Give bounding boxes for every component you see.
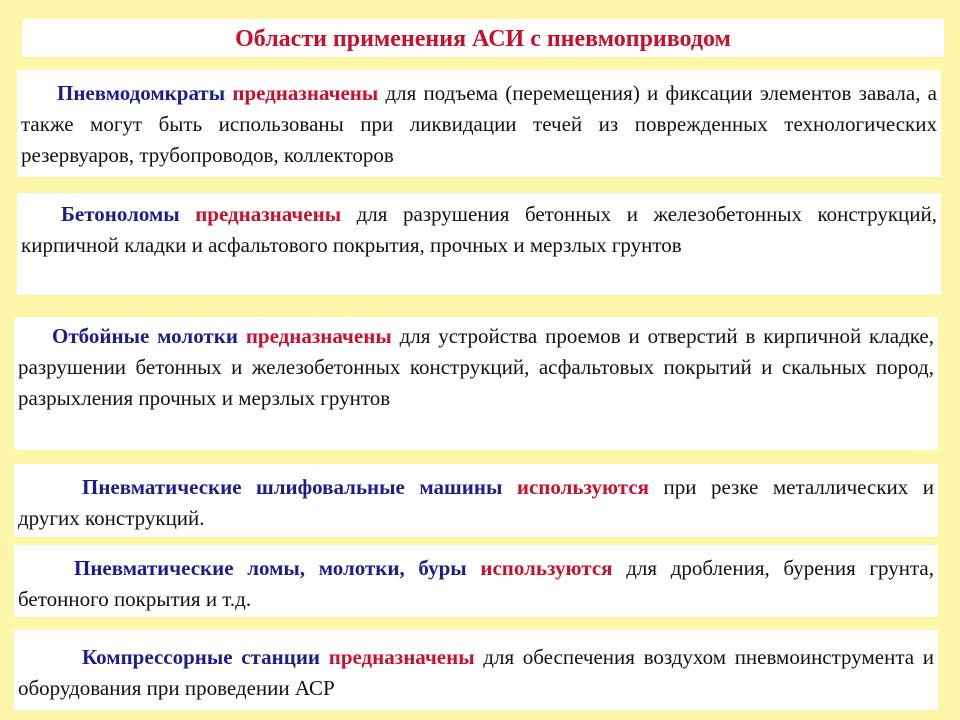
- block-text: для подъема (перемещения) и фиксации элементов завала, а также могут быть использованы при ликвидации течей из поврежденных технологических резервуаров, трубопроводов, коллекторов: [21, 81, 937, 167]
- block-text: для разрушения бетонных и железобетонных конструкций, кирпичной кладки и асфальтового покрытия, прочных и мерзлых грунтов: [21, 202, 938, 257]
- block-subject: Отбойные молотки: [52, 324, 238, 348]
- text-block-pneumatic-jacks: [17, 70, 941, 177]
- block-text: для устройства проемов и отверстий в кирпичной кладке, разрушении бетонных и железобетонных конструкций, асфальтовых покрытий и скальных пород, разрыхления прочных и мерзлых грунтов: [18, 324, 934, 410]
- block-text: для дробления, бурения грунта, бетонного покрытия и т.д.: [18, 556, 935, 611]
- block-subject: Пневматические ломы, молотки, буры: [74, 556, 467, 580]
- block-verb: используются: [516, 475, 650, 499]
- block-subject: Пневматические шлифовальные машины: [82, 475, 503, 499]
- block-subject: Бетоноломы: [61, 202, 180, 226]
- block-subject: Пневмодомкраты: [57, 81, 226, 105]
- text-block-jackhammers: [14, 317, 938, 450]
- block-verb: предназначены: [245, 324, 392, 348]
- text-block-compressor-stations: [14, 630, 938, 710]
- slide-title: Области применения АСИ с пневмоприводом: [22, 19, 944, 57]
- block-verb: предназначены: [232, 81, 379, 105]
- text-block-grinders: [14, 464, 938, 537]
- text-block-concrete-breakers: [17, 193, 941, 295]
- block-text: для обеспечения воздухом пневмоинструмента и оборудования при проведении АСР: [18, 645, 935, 700]
- block-verb: предназначены: [328, 645, 475, 669]
- block-subject: Компрессорные станции: [82, 645, 321, 669]
- block-verb: предназначены: [195, 202, 342, 226]
- block-verb: используются: [480, 556, 613, 580]
- block-text: при резке металлических и других конструкций.: [18, 475, 934, 530]
- text-block-pneumatic-crowbars: [14, 545, 938, 617]
